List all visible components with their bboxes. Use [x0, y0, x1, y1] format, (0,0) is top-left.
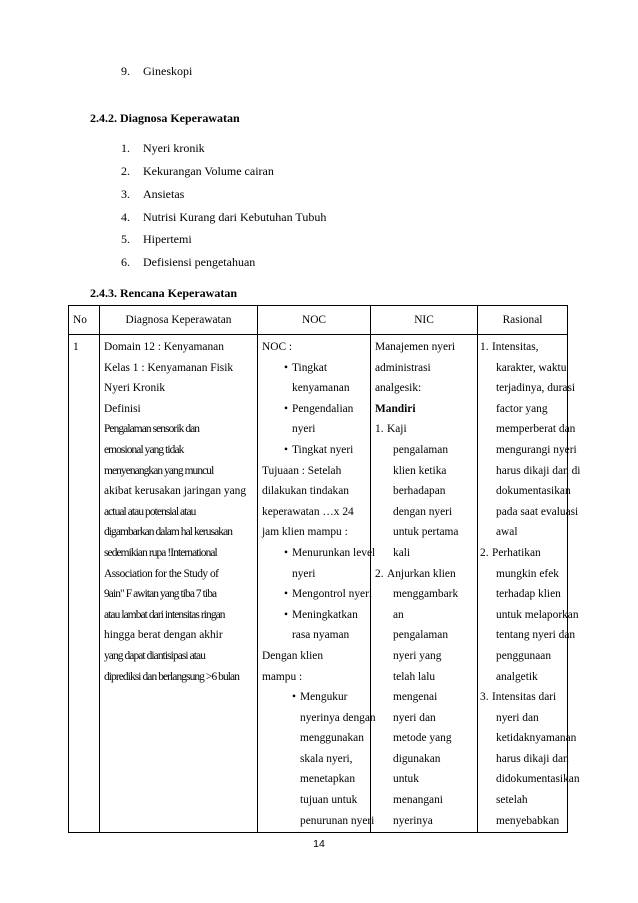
diagnosa-line: Definisi	[104, 402, 141, 415]
noc-bullet-line	[262, 728, 370, 749]
rasional-number: 3.	[480, 691, 489, 704]
nic-item-text: Anjurkan klien	[387, 567, 456, 580]
noc-bullet-line	[262, 605, 370, 626]
row-number: 1	[73, 341, 79, 353]
rasional-line	[480, 769, 580, 790]
noc-bullet-line	[262, 811, 375, 832]
noc-tujuan-line: Tujuaan : Setelah	[262, 464, 342, 477]
bullet-icon: •	[284, 608, 288, 621]
list-item	[121, 255, 255, 270]
diagnosa-line: actual atau potensial atau	[104, 505, 196, 518]
nic-item-line	[375, 769, 477, 790]
cell-no	[69, 335, 100, 833]
list-number: 1.	[121, 141, 130, 155]
nic-item-text: nyeri yang	[393, 649, 442, 662]
nic-item-line	[375, 440, 477, 461]
diagnosa-line: Kelas 1 : Kenyamanan Fisik	[104, 361, 234, 374]
list-number: 4.	[121, 210, 130, 224]
rasional-number: 2.	[480, 546, 489, 559]
nic-item-text: digunakan	[393, 752, 441, 765]
rasional-text: mengurangi nyeri	[496, 443, 577, 456]
noc-bullet-text: Mengontrol nyeri	[292, 588, 373, 601]
rasional-text: karakter, waktu	[496, 361, 567, 374]
diagnosa-line: Pengalaman sensorik dan	[104, 423, 200, 436]
table-header-row	[69, 306, 568, 335]
nic-item-line	[375, 419, 477, 440]
list-item	[121, 187, 184, 202]
noc-bullet-line	[262, 564, 370, 585]
nic-item-text: pengalaman	[393, 629, 449, 642]
nic-item-line	[375, 502, 477, 523]
rasional-line	[480, 811, 567, 832]
list-text: Nyeri kronik	[143, 141, 205, 155]
noc-bullet-line	[262, 687, 370, 708]
noc-bullet-text: rasa nyaman	[292, 629, 350, 642]
noc-dengan-line: mampu :	[262, 670, 303, 683]
nic-item-line	[375, 481, 477, 502]
nic-item-line	[375, 811, 477, 832]
diagnosa-line: digambarkan dalam hal kerusakan	[104, 526, 233, 539]
diagnosa-line: Domain 12 : Kenyamanan	[104, 341, 224, 353]
nic-item-text: telah lalu	[393, 670, 436, 683]
rasional-line	[480, 461, 581, 482]
cell-diagnosa	[100, 335, 258, 833]
nic-item-line	[375, 646, 477, 667]
bullet-icon: •	[284, 546, 288, 559]
nic-item-number: 1.	[375, 423, 384, 436]
nic-item-text: metode yang	[393, 732, 452, 745]
diagnosa-line: menyenangkan yang muncul	[104, 464, 214, 477]
nic-item-text: untuk pertama	[393, 526, 459, 539]
nic-item-line	[375, 605, 477, 626]
nic-item-line	[375, 543, 477, 564]
nic-mandiri: Mandiri	[375, 402, 416, 415]
bullet-icon: •	[284, 588, 288, 601]
nic-item-text: untuk	[393, 773, 419, 786]
noc-bullet-text: Pengendalian	[292, 402, 354, 415]
nic-item-line	[375, 625, 477, 646]
rasional-number: 1.	[480, 341, 489, 353]
cell-noc	[258, 335, 376, 833]
list-text: Nutrisi Kurang dari Kebutuhan Tubuh	[143, 210, 327, 224]
rasional-line	[480, 790, 567, 811]
nic-item-text: menggambark	[393, 588, 459, 601]
rasional-line	[480, 522, 567, 543]
diagnosa-line: hingga berat dengan akhir	[104, 629, 223, 642]
nic-item-line	[375, 667, 477, 688]
list-number: 2.	[121, 164, 130, 178]
rasional-line	[480, 646, 567, 667]
rasional-line	[480, 625, 576, 646]
list-text: Gineskopi	[143, 64, 193, 78]
noc-bullet-text: nyeri	[292, 423, 316, 436]
list-number: 6.	[121, 255, 130, 269]
rasional-line	[480, 419, 576, 440]
nic-item-line	[375, 749, 477, 770]
rasional-text: Intensitas dari	[492, 691, 557, 704]
nic-item-text: an	[393, 608, 404, 621]
list-item-gineskopi	[121, 64, 192, 79]
rasional-text: factor yang	[496, 402, 548, 415]
list-item	[121, 210, 326, 225]
list-item	[121, 164, 274, 179]
list-text: Defisiensi pengetahuan	[143, 255, 256, 269]
list-number: 5.	[121, 232, 130, 246]
nic-intro-line: Manajemen nyeri	[375, 341, 456, 353]
noc-bullet-text: menetapkan	[300, 773, 356, 786]
nic-item-text: pengalaman	[393, 443, 449, 456]
diagnosa-line: atau lambat dari intensitas ringan	[104, 608, 225, 621]
cell-nic	[371, 335, 478, 833]
noc-bullet-line	[262, 399, 370, 420]
nic-item-number: 2.	[375, 567, 384, 580]
nic-item-text: nyeri dan	[393, 711, 436, 724]
noc-bullet-text: Mengukur	[300, 691, 348, 704]
nic-item-line	[375, 584, 477, 605]
header-rasional: Rasional	[478, 306, 568, 335]
noc-dengan-line: Dengan klien	[262, 649, 324, 662]
section-heading-rencana: 2.4.3. Rencana Keperawatan	[90, 286, 237, 300]
list-item	[121, 232, 192, 247]
rasional-text: setelah	[496, 794, 528, 807]
diagnosa-line: emosional yang tidak	[104, 443, 184, 456]
noc-bullet-line	[262, 358, 370, 379]
table-row	[69, 335, 568, 833]
nic-item-line	[375, 522, 477, 543]
nic-item-text: nyerinya	[393, 814, 433, 827]
rasional-line	[480, 687, 567, 708]
nic-item-text: dengan nyeri	[393, 505, 453, 518]
list-text: Kekurangan Volume cairan	[143, 164, 274, 178]
rasional-line	[480, 749, 567, 770]
rasional-line	[480, 728, 577, 749]
rasional-line	[480, 502, 579, 523]
section-heading-diagnosa: 2.4.2. Diagnosa Keperawatan	[90, 111, 240, 125]
rasional-line	[480, 337, 567, 358]
noc-bullet-text: Tingkat	[292, 361, 328, 374]
nic-item-line	[375, 461, 477, 482]
list-text: Ansietas	[143, 187, 185, 201]
rasional-text: dokumentasikan	[496, 485, 571, 498]
noc-bullet-line	[262, 440, 370, 461]
rasional-line	[480, 399, 567, 420]
noc-tujuan-line: keperawatan …x 24	[262, 505, 354, 518]
diagnosa-line: yang dapat diantisipasi atau	[104, 649, 206, 662]
rasional-text: harus dikaji dan di	[496, 464, 581, 477]
noc-bullet-text: Tingkat nyeri	[292, 443, 354, 456]
noc-bullet-line	[262, 378, 370, 399]
nic-item-text: berhadapan	[393, 485, 446, 498]
list-item	[121, 141, 205, 156]
rasional-text: menyebabkan	[496, 814, 560, 827]
bullet-icon: •	[284, 443, 288, 456]
rasional-line	[480, 584, 567, 605]
nic-item-text: mengenai	[393, 691, 438, 704]
rasional-text: untuk melaporkan	[496, 608, 579, 621]
noc-tujuan-line: dilakukan tindakan	[262, 485, 349, 498]
rasional-line	[480, 667, 567, 688]
noc-label: NOC :	[262, 341, 293, 353]
noc-bullet-text: nyeri	[292, 567, 316, 580]
diagnosa-line: akibat kerusakan jaringan yang	[104, 485, 247, 498]
rasional-line	[480, 543, 567, 564]
rasional-line	[480, 481, 571, 502]
noc-bullet-line	[262, 625, 370, 646]
header-nic: NIC	[371, 306, 478, 335]
rasional-line	[480, 564, 567, 585]
rasional-line	[480, 440, 577, 461]
nic-item-line	[375, 564, 477, 585]
diagnosa-line: diprediksi dan berlangsung >6 bulan	[104, 670, 239, 683]
rasional-line	[480, 358, 567, 379]
rasional-text: didokumentasikan	[496, 773, 580, 786]
bullet-icon: •	[284, 361, 288, 374]
diagnosa-line: Association for the Study of	[104, 567, 219, 580]
nic-intro-line: analgesik:	[375, 382, 422, 395]
nic-item-line	[375, 687, 477, 708]
nic-item-line	[375, 708, 477, 729]
rasional-line	[480, 708, 567, 729]
noc-bullet-text: skala nyeri,	[300, 752, 353, 765]
noc-bullet-text: penurunan nyeri	[300, 814, 375, 827]
rasional-text: mungkin efek	[496, 567, 559, 580]
rasional-text: awal	[496, 526, 518, 539]
bullet-icon: •	[292, 691, 296, 704]
noc-bullet-line	[262, 708, 376, 729]
rasional-text: harus dikaji dan	[496, 752, 569, 765]
noc-bullet-text: tujuan untuk	[300, 794, 358, 807]
rasional-text: analgetik	[496, 670, 538, 683]
noc-bullet-line	[262, 584, 373, 605]
nic-item-text: menangani	[393, 794, 443, 807]
rasional-text: ketidaknyamanan	[496, 732, 577, 745]
noc-bullet-text: Meningkatkan	[292, 608, 358, 621]
header-no: No	[69, 306, 100, 335]
nic-intro-line: administrasi	[375, 361, 431, 374]
header-diagnosa: Diagnosa Keperawatan	[100, 306, 258, 335]
rasional-text: tentang nyeri dan	[496, 629, 576, 642]
rasional-text: memperberat dan	[496, 423, 576, 436]
bullet-icon: •	[284, 402, 288, 415]
rasional-text: Perhatikan	[492, 546, 541, 559]
noc-bullet-text: nyerinya dengan	[300, 711, 376, 724]
rasional-line	[480, 378, 576, 399]
nic-item-text: kali	[393, 546, 411, 559]
page-number: 14	[313, 838, 325, 850]
noc-bullet-text: menggunakan	[300, 732, 364, 745]
rencana-table	[68, 305, 581, 833]
list-number: 9.	[121, 64, 130, 78]
nic-item-text: Kaji	[387, 423, 407, 436]
noc-bullet-line	[262, 769, 370, 790]
rasional-text: penggunaan	[496, 649, 552, 662]
noc-bullet-line	[262, 749, 370, 770]
diagnosa-line: Nyeri Kronik	[104, 382, 166, 395]
noc-bullet-line	[262, 543, 376, 564]
diagnosa-line: 9ain" F awitan yang tiba 7 tiba	[104, 588, 217, 601]
list-text: Hipertemi	[143, 232, 192, 246]
noc-bullet-line	[262, 790, 370, 811]
rasional-text: pada saat evaluasi	[496, 505, 579, 518]
rasional-text: Intensitas,	[492, 341, 539, 353]
diagnosa-line: sedemikian rupa !International	[104, 546, 217, 559]
noc-bullet-text: Menurunkan level	[292, 546, 376, 559]
rasional-line	[480, 605, 579, 626]
header-noc: NOC	[258, 306, 371, 335]
nic-item-line	[375, 790, 477, 811]
list-number: 3.	[121, 187, 130, 201]
noc-bullet-text: kenyamanan	[292, 382, 350, 395]
nic-item-line	[375, 728, 477, 749]
cell-rasional	[478, 335, 581, 833]
nic-item-text: klien ketika	[393, 464, 447, 477]
rasional-text: terhadap klien	[496, 588, 561, 601]
noc-tujuan-line: jam klien mampu :	[262, 526, 348, 539]
rasional-text: nyeri dan	[496, 711, 539, 724]
rasional-text: terjadinya, durasi	[496, 382, 576, 395]
noc-bullet-line	[262, 419, 370, 440]
